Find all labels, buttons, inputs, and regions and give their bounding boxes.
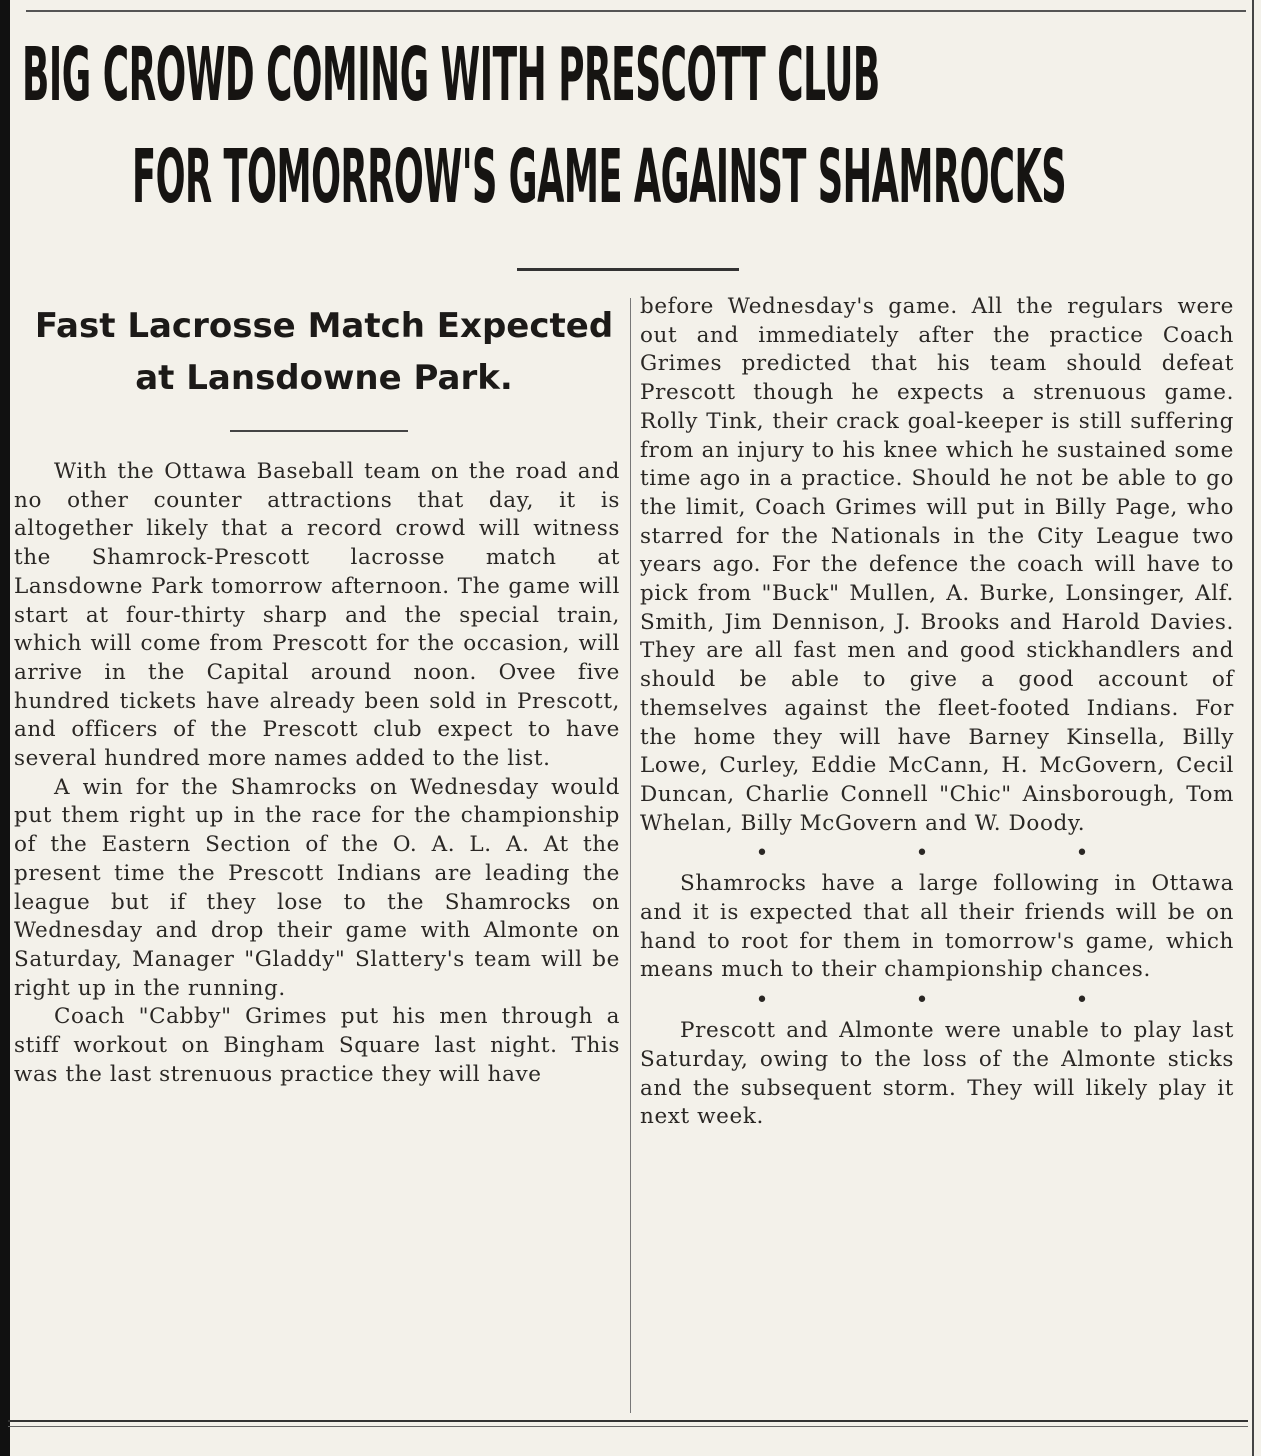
paragraph: before Wednesday's game. All the regulars were out and immediately after the practice Coach Grimes predicted that his team should defeat Prescott though he expects a strenuous game. Rolly Tink, their crack goal-keeper is still suffering from an injury to his knee which he sustained some time ago in a practice. Should he not be able to go the limit, Coach Grimes will put in Billy Page, who starred for the Nationals in the City League two years ago. For the defence the coach will have to pick from "Buck" Mullen, A. Burke, Lonsinger, Alf. Smith, Jim Dennison, J. Brooks and Harold Davies. They are all fast men and good stickhandlers and should be able to give a good account of themselves against the fleet-footed Indians. For the home they will have Barney Kinsella, Billy Lowe, Curley, Eddie McCann, H. McGovern, Cecil Duncan, Charlie Connell "Chic" Ainsborough, Tom Whelan, Billy McGovern and W. Doody. — [640, 294, 1234, 836]
subheadline: Fast Lacrosse Match Expected at Lansdowne Park. — [34, 306, 614, 398]
headline-line-1: BIG CROWD COMING WITH PRESCOTT CLUB — [22, 32, 880, 118]
paragraph: Coach "Cabby" Grimes put his men through a stiff workout on Bingham Square last night. This was the last strenuous practice they will have — [14, 1004, 620, 1087]
bottom-rule — [8, 1420, 1248, 1422]
column-divider — [630, 298, 631, 1413]
section-separator: • • • — [755, 841, 1159, 867]
bottom-rule — [8, 1426, 1248, 1427]
headline-line-2: FOR TOMORROW'S GAME AGAINST SHAMROCKS — [132, 134, 1067, 220]
paragraph: Shamrocks have a large following in Ottawa and it is expected that all their friends will be on hand to root for them in tomorrow's game, which means much to their championship chances. — [640, 871, 1234, 983]
section-separator: • • • — [755, 988, 1159, 1014]
scan-edge — [0, 0, 10, 1456]
top-rule — [26, 10, 1246, 12]
subheadline-rule — [230, 430, 408, 432]
right-rule — [1252, 0, 1254, 1456]
paragraph: With the Ottawa Baseball team on the road and no other counter attractions that day, it is altogether likely that a record crowd will witness the Shamrock-Prescott lacrosse match at Lansdowne Park tomorrow afternoon. The game will start at four-thirty sharp and the special train, which will come from Prescott for the occasion, will arrive in the Capital around noon. Ovee five hundred tickets have already been sold in Prescott, and officers of the Prescott club expect to have several hundred more names added to the list. — [14, 459, 620, 772]
article-column-right — [640, 293, 1234, 1132]
headline-rule — [517, 268, 739, 271]
paragraph: Prescott and Almonte were unable to play last Saturday, owing to the loss of the Almonte sticks and the subsequent storm. They will likely play it next week. — [640, 1018, 1234, 1130]
article-column-left — [14, 458, 620, 1089]
paragraph: A win for the Shamrocks on Wednesday would put them right up in the race for the championship of the Eastern Section of the O. A. L. A. At the present time the Prescott Indians are leading the league but if they lose to the Shamrocks on Wednesday and drop their game with Almonte on Saturday, Manager "Gladdy" Slattery's team will be right up in the running. — [14, 774, 620, 1001]
